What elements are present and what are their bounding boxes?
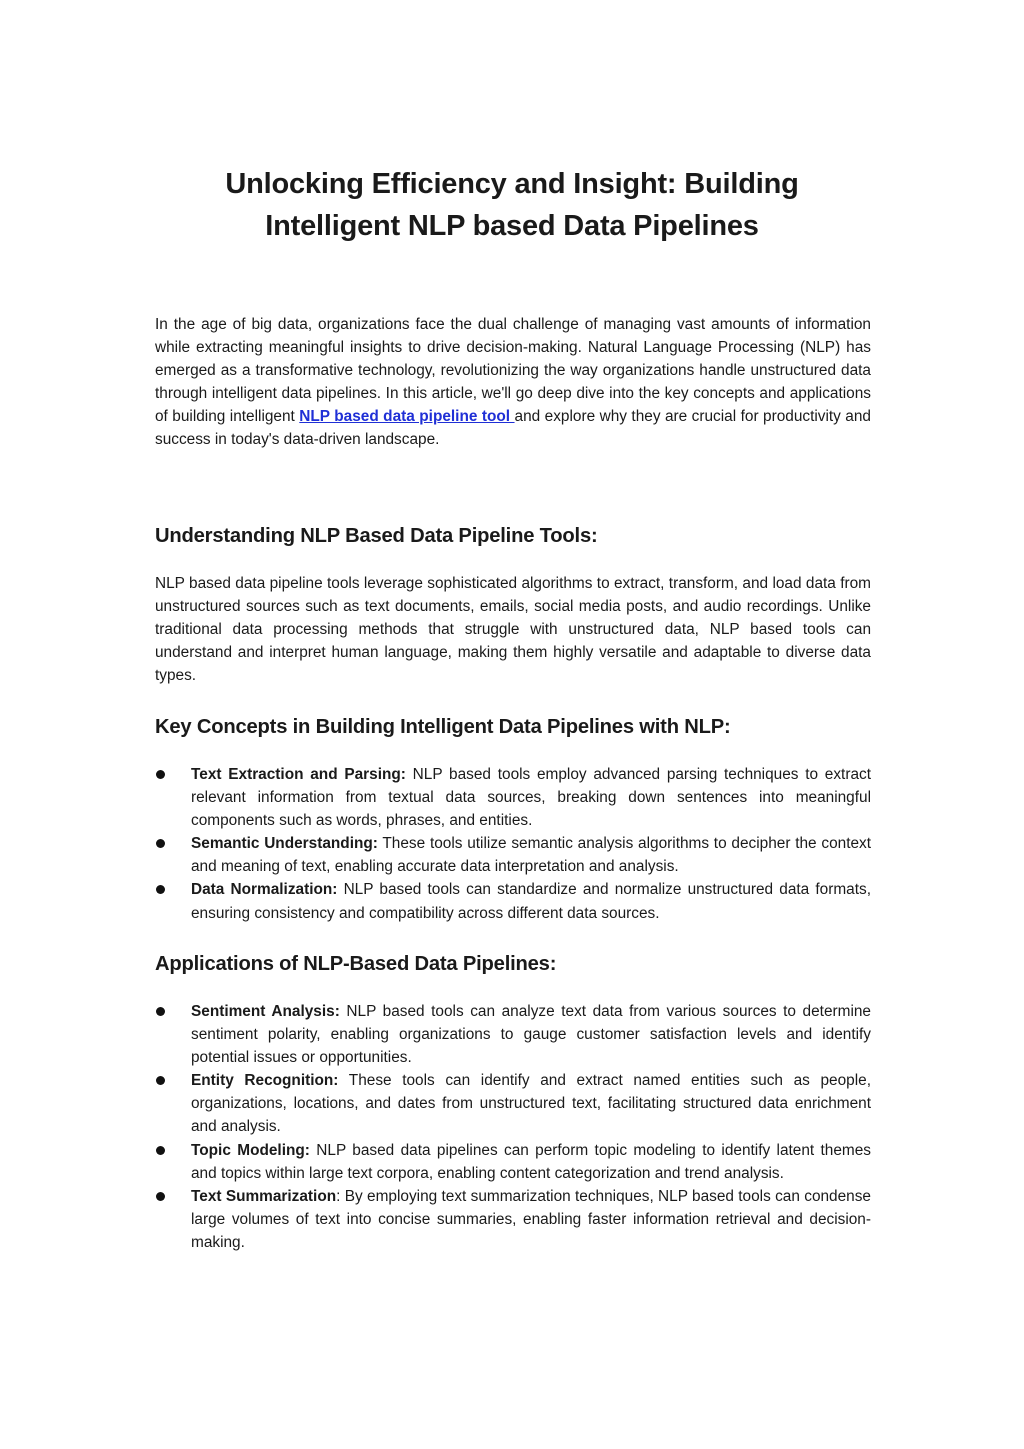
list-item	[155, 1069, 871, 1138]
bullet-icon	[156, 839, 165, 848]
list-item	[155, 1000, 871, 1069]
bullet-icon	[156, 1007, 165, 1016]
concept-term: Text Extraction and Parsing:	[191, 766, 406, 783]
applications-heading: Applications of NLP-Based Data Pipelines:	[155, 953, 557, 975]
application-text: These tools can identify and extract named entities such as people, organizations, locations, and dates from unstructured text, facilitating structured data enrichment and analysis.	[191, 1072, 871, 1136]
application-text: : By employing text summarization techniques, NLP based tools can condense large volumes of text into concise summaries, enabling faster information retrieval and decision-making.	[191, 1187, 871, 1251]
list-item	[155, 763, 871, 832]
intro-paragraph	[155, 313, 871, 452]
concept-term: Semantic Understanding:	[191, 835, 378, 853]
concept-text: These tools utilize semantic analysis algorithms to decipher the context and meaning of text, enabling accurate data interpretation and analysis.	[191, 835, 871, 876]
nlp-pipeline-tool-link[interactable]: NLP based data pipeline tool	[299, 408, 515, 426]
bullet-icon	[156, 770, 165, 779]
document-title-line-1: Unlocking Efficiency and Insight: Building	[225, 168, 799, 200]
list-item	[155, 1139, 871, 1185]
concept-text: NLP based tools employ advanced parsing techniques to extract relevant information from textual data sources, breaking down sentences into meaningful components such as words, phrases, and entities.	[191, 766, 871, 830]
bullet-icon	[156, 1192, 165, 1201]
application-term: Sentiment Analysis:	[191, 1003, 340, 1020]
key-concepts-list	[155, 763, 871, 925]
concept-text: NLP based tools can standardize and normalize unstructured data formats, ensuring consistency and compatibility across different data sources.	[191, 881, 871, 922]
application-text: NLP based tools can analyze text data from various sources to determine sentiment polarity, enabling organizations to gauge customer satisfaction levels and identify potential issues or opportunities.	[191, 1003, 871, 1067]
list-item	[155, 1185, 871, 1254]
list-item	[155, 878, 871, 924]
intro-text-before-link: In the age of big data, organizations face the dual challenge of managing vast amounts of information while extracting meaningful insights to drive decision-making. Natural Language Processing (NLP) has emerged as a transformative technology, revolutionizing the way organizations handle unstructured data through intelligent data pipelines. In this article, we'll go deep dive into the key concepts and applications of building intelligent	[155, 316, 871, 426]
bullet-icon	[156, 1076, 165, 1085]
document-title-line-2: Intelligent NLP based Data Pipelines	[265, 210, 759, 242]
understanding-heading: Understanding NLP Based Data Pipeline Tools:	[155, 525, 598, 547]
key-concepts-heading: Key Concepts in Building Intelligent Data Pipelines with NLP:	[155, 716, 731, 738]
application-text: NLP based data pipelines can perform topic modeling to identify latent themes and topics within large text corpora, enabling content categorization and trend analysis.	[191, 1141, 871, 1182]
concept-term: Data Normalization:	[191, 881, 338, 899]
bullet-icon	[156, 1146, 165, 1155]
application-term: Entity Recognition:	[191, 1072, 339, 1090]
intro-text-after-link: and explore why they are crucial for productivity and success in today's data-driven landscape.	[155, 408, 871, 449]
list-item	[155, 832, 871, 878]
applications-list	[155, 1000, 871, 1254]
bullet-icon	[156, 885, 165, 894]
understanding-paragraph: NLP based data pipeline tools leverage sophisticated algorithms to extract, transform, and load data from unstructured sources such as text documents, emails, social media posts, and audio recordings. Unlike traditional data processing methods that struggle with unstructured data, NLP based tools can understand and interpret human language, making them highly versatile and adaptable to diverse data types.	[155, 575, 871, 685]
application-term: Text Summarization	[191, 1187, 337, 1205]
application-term: Topic Modeling:	[191, 1141, 310, 1159]
document-title	[180, 163, 844, 247]
